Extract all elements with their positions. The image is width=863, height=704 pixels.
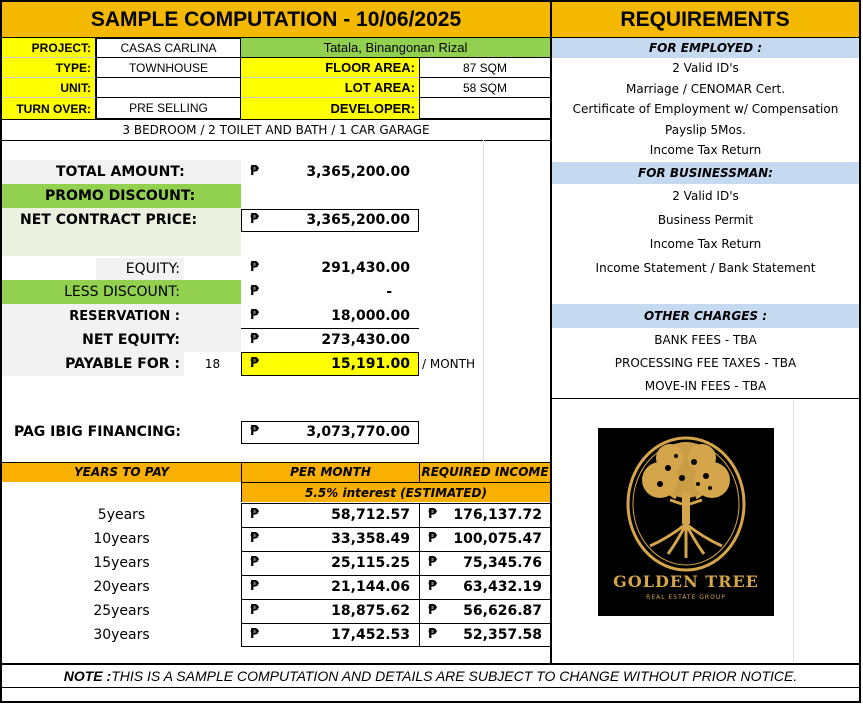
less-discount-value: -: [386, 284, 392, 300]
unit-value: [96, 78, 241, 98]
total-amount-value: 3,365,200.00: [306, 164, 410, 180]
type-label: TYPE:: [2, 58, 96, 78]
currency-symbol: ₱: [250, 284, 260, 299]
currency-symbol: ₱: [250, 507, 260, 522]
pagibig-value: 3,073,770.00: [306, 424, 410, 440]
footer-note: [2, 665, 859, 687]
note-text: THIS IS A SAMPLE COMPUTATION AND DETAILS ARE SUBJECT TO CHANGE WITHOUT PRIOR NOTICE.: [111, 668, 798, 684]
table-row-per-month: 33,358.49: [331, 531, 410, 547]
requirement-item: Payslip 5Mos.: [665, 122, 746, 137]
currency-symbol: ₱: [250, 579, 260, 594]
net-equity-label: NET EQUITY:: [82, 332, 180, 348]
currency-symbol: ₱: [250, 555, 260, 570]
currency-symbol: ₱: [250, 627, 260, 642]
table-row-income: 100,075.47: [453, 531, 542, 547]
table-row-income: 176,137.72: [453, 507, 542, 523]
less-discount-label: LESS DISCOUNT:: [64, 284, 180, 300]
developer-label: DEVELOPER:: [241, 98, 419, 119]
table-row-income: 75,345.76: [463, 555, 542, 571]
monthly-value: 15,191.00: [331, 356, 410, 372]
net-equity-value: 273,430.00: [321, 332, 410, 348]
currency-symbol: ₱: [428, 603, 438, 618]
table-row-income: 52,357.58: [463, 627, 542, 643]
logo-name: GOLDEN TREE: [613, 572, 759, 591]
currency-symbol: ₱: [250, 260, 260, 275]
page-title: SAMPLE COMPUTATION - 10/06/2025: [2, 2, 550, 38]
project-label: PROJECT:: [2, 38, 96, 58]
table-row-years: 5years: [97, 507, 146, 523]
other-head: OTHER CHARGES :: [552, 304, 859, 328]
currency-symbol: ₱: [250, 603, 260, 618]
payable-months: 18: [184, 352, 241, 376]
currency-symbol: ₱: [250, 332, 260, 347]
currency-symbol: ₱: [428, 627, 438, 642]
table-row-per-month: 21,144.06: [331, 579, 410, 595]
requirement-item: Certificate of Employment w/ Compensation: [572, 102, 839, 116]
ncp-label: NET CONTRACT PRICE:: [20, 212, 198, 228]
per-month-label: / MONTH: [422, 357, 475, 371]
logo-sub: REAL ESTATE GROUP: [646, 594, 726, 601]
golden-tree-logo: [598, 428, 774, 616]
years-blank: [2, 482, 241, 502]
note-label: NOTE :: [63, 668, 112, 684]
table-row-years: 20years: [93, 579, 150, 595]
floor-area-value: 87 SQM: [419, 58, 550, 78]
lot-area-label: LOT AREA:: [241, 78, 419, 98]
requirement-item: Marriage / CENOMAR Cert.: [625, 81, 786, 96]
table-row-years: 10years: [93, 531, 150, 547]
interest-note: 5.5% interest (ESTIMATED): [241, 482, 550, 502]
equity-value: 291,430.00: [321, 260, 410, 276]
turnover-label: TURN OVER:: [2, 98, 96, 119]
reservation-value: 18,000.00: [331, 308, 410, 324]
col-years: YEARS TO PAY: [73, 465, 170, 479]
currency-symbol: ₱: [250, 308, 260, 323]
table-row-per-month: 18,875.62: [331, 603, 410, 619]
requirement-item: Business Permit: [657, 213, 754, 227]
table-row-income: 56,626.87: [463, 603, 542, 619]
currency-symbol: ₱: [250, 356, 260, 371]
requirements-title: REQUIREMENTS: [551, 2, 859, 38]
business-head: FOR BUSINESSMAN:: [552, 162, 859, 184]
developer-value: [419, 98, 550, 119]
pagibig-label: PAG IBIG FINANCING:: [14, 424, 181, 440]
currency-symbol: ₱: [428, 555, 438, 570]
table-row-income: 63,432.19: [463, 579, 542, 595]
currency-symbol: ₱: [428, 579, 438, 594]
type-value: TOWNHOUSE: [96, 58, 241, 78]
lot-area-value: 58 SQM: [419, 78, 550, 98]
total-amount-label: TOTAL AMOUNT:: [56, 164, 185, 180]
table-row-per-month: 58,712.57: [331, 507, 410, 523]
currency-symbol: ₱: [250, 212, 260, 227]
ncp-value: 3,365,200.00: [306, 212, 410, 228]
requirement-item: Income Tax Return: [649, 237, 762, 251]
table-row-years: 25years: [93, 603, 150, 619]
requirement-item: 2 Valid ID's: [672, 61, 739, 75]
col-required-income: REQUIRED INCOME: [419, 462, 550, 482]
employed-head: FOR EMPLOYED :: [552, 38, 859, 58]
unit-label: UNIT:: [2, 78, 96, 98]
col-per-month: PER MONTH: [241, 462, 419, 482]
table-row-years: 15years: [93, 555, 150, 571]
currency-symbol: ₱: [428, 531, 438, 546]
project-value: CASAS CARLINA: [96, 38, 241, 58]
currency-symbol: ₱: [428, 507, 438, 522]
table-row-years: 30years: [93, 627, 150, 643]
table-row-per-month: 17,452.53: [331, 627, 410, 643]
currency-symbol: ₱: [250, 424, 260, 439]
unit-description: 3 BEDROOM / 2 TOILET AND BATH / 1 CAR GARAGE: [122, 123, 430, 137]
turnover-value: PRE SELLING: [96, 98, 241, 119]
currency-symbol: ₱: [250, 531, 260, 546]
requirement-item: Income Tax Return: [649, 143, 762, 157]
currency-symbol: ₱: [250, 164, 260, 179]
floor-area-label: FLOOR AREA:: [241, 58, 419, 78]
requirement-item: 2 Valid ID's: [672, 189, 739, 203]
location-value: Tatala, Binangonan Rizal: [241, 38, 550, 58]
promo-discount-label: PROMO DISCOUNT:: [45, 188, 196, 204]
table-row-per-month: 25,115.25: [331, 555, 410, 571]
requirement-item: MOVE-IN FEES - TBA: [644, 378, 767, 393]
requirement-item: Income Statement / Bank Statement: [595, 261, 816, 275]
reservation-label: RESERVATION :: [69, 308, 180, 324]
payable-for-label: PAYABLE FOR :: [65, 356, 180, 372]
requirement-item: PROCESSING FEE TAXES - TBA: [614, 355, 797, 370]
equity-label: EQUITY:: [125, 261, 180, 277]
requirement-item: BANK FEES - TBA: [654, 332, 757, 347]
